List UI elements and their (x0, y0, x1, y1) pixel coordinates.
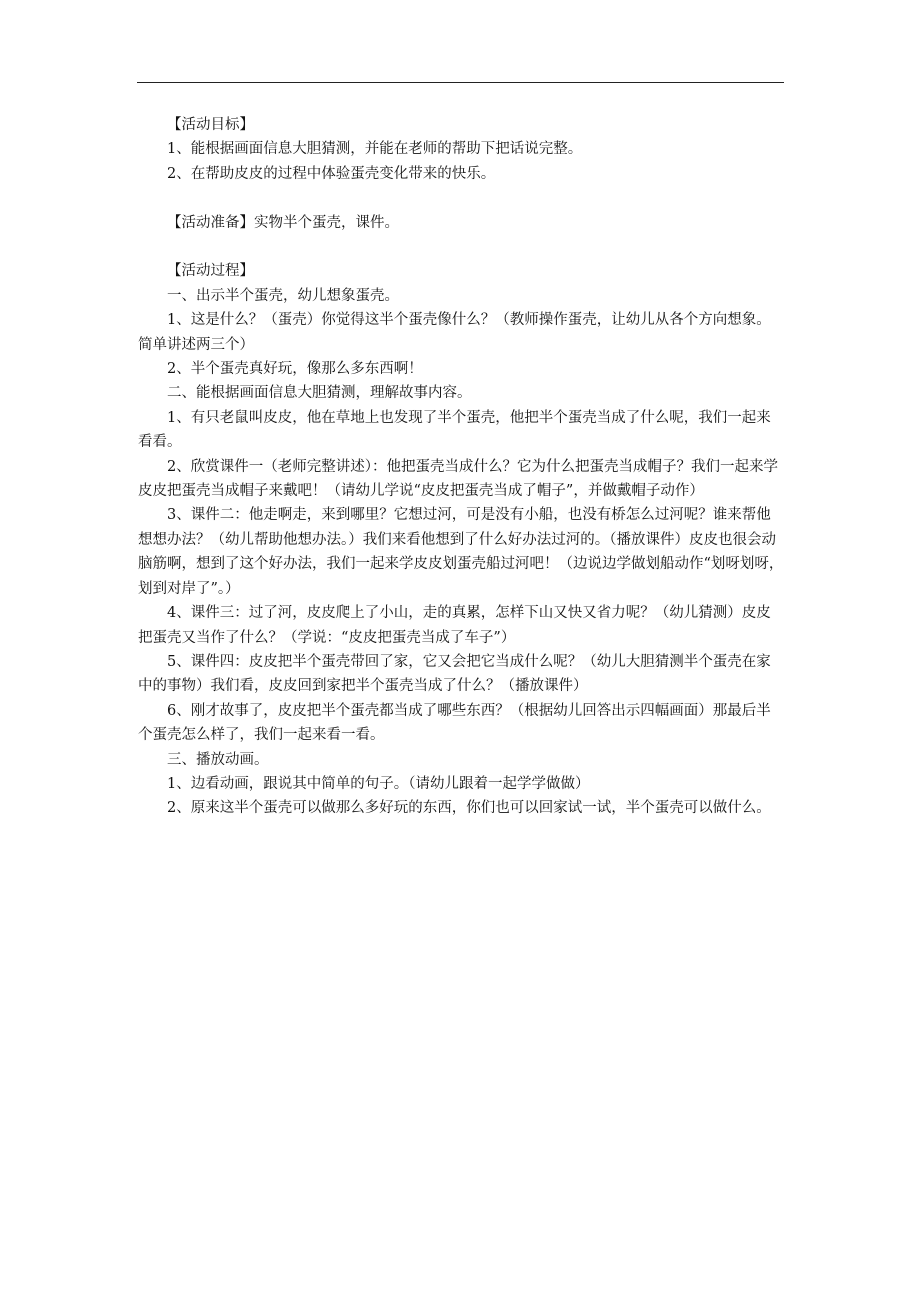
document-body (138, 113, 784, 821)
process-item-1-2: 2、半个蛋壳真好玩，像那么多东西啊！ (167, 361, 423, 378)
process-step-1: 一、出示半个蛋壳，幼儿想象蛋壳。 (167, 287, 399, 304)
process-step-3: 三、播放动画。 (167, 751, 269, 768)
process-item-2-6: 6、刚才故事了，皮皮把半个蛋壳都当成了哪些东西？（根据幼儿回答出示四幅画面）那最后半个蛋壳怎么样了，我们一起来看一看。 (138, 702, 771, 744)
process-item-3-2: 2、原来这半个蛋壳可以做那么多好玩的东西，你们也可以回家试一试，半个蛋壳可以做什么。 (167, 800, 771, 817)
process-item-2-1: 1、有只老鼠叫皮皮，他在草地上也发现了半个蛋壳，他把半个蛋壳当成了什么呢，我们一起来看看。 (138, 409, 771, 451)
process-item-2-3: 3、课件二：他走啊走，来到哪里？它想过河，可是没有小船，也没有桥怎么过河呢？谁来帮他想想办法？（幼儿帮助他想办法。）我们来看他想到了什么好办法过河的。（播放课件）皮皮也很会动脑筋啊，想到了这个好办法，我们一起来学皮皮划蛋壳船过河吧！（边说边学做划船动作“划呀划呀，划到对岸了”。） (138, 507, 784, 597)
paragraph-spacer (138, 235, 784, 259)
goal-item-2: 2、在帮助皮皮的过程中体验蛋壳变化带来的快乐。 (167, 165, 496, 182)
process-item-1-1: 1、这是什么？（蛋壳）你觉得这半个蛋壳像什么？（教师操作蛋壳，让幼儿从各个方向想象。简单讲述两三个） (138, 312, 771, 353)
section-preparation: 【活动准备】实物半个蛋壳，课件。 (167, 214, 399, 231)
process-item-2-4: 4、课件三：过了河，皮皮爬上了小山，走的真累，怎样下山又快又省力呢？（幼儿猜测）皮皮把蛋壳又当作了什么？（学说：“皮皮把蛋壳当成了车子”） (138, 605, 771, 646)
process-item-3-1: 1、边看动画，跟说其中简单的句子。（请幼儿跟着一起学学做做） (167, 775, 590, 792)
section-heading-goals: 【活动目标】 (167, 117, 254, 133)
section-heading-process: 【活动过程】 (167, 263, 254, 280)
goal-item-1: 1、能根据画面信息大胆猜测，并能在老师的帮助下把话说完整。 (167, 141, 583, 158)
process-step-2: 二、能根据画面信息大胆猜测，理解故事内容。 (167, 385, 472, 402)
process-item-2-5: 5、课件四：皮皮把半个蛋壳带回了家，它又会把它当成什么呢？（幼儿大胆猜测半个蛋壳在家中的事物）我们看，皮皮回到家把半个蛋壳当成了什么？（播放课件） (138, 653, 771, 695)
paragraph-spacer (138, 186, 784, 210)
header-rule (137, 82, 784, 83)
process-item-2-2: 2、欣赏课件一（老师完整讲述）：他把蛋壳当成什么？它为什么把蛋壳当成帽子？我们一起来学皮皮把蛋壳当成帽子来戴吧！（请幼儿学说“皮皮把蛋壳当成了帽子”，并做戴帽子动作） (138, 458, 778, 500)
